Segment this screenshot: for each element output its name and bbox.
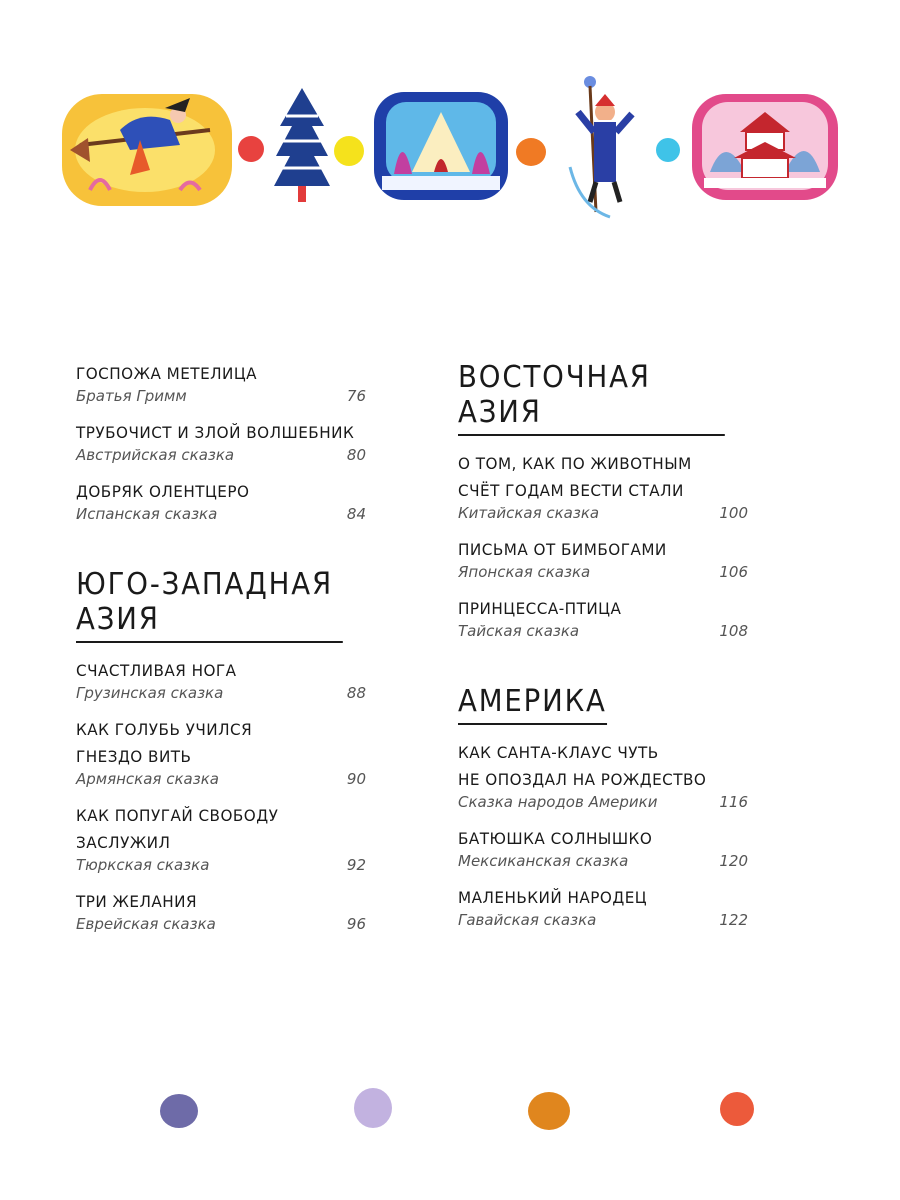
toc-entry[interactable] bbox=[76, 657, 366, 702]
entry-source: Тайская сказка bbox=[458, 622, 580, 640]
entry-title-line-2: НЕ ОПОЗДАЛ НА РОЖДЕСТВО bbox=[458, 770, 707, 789]
entry-title: ТРУБОЧИСТ И ЗЛОЙ ВОЛШЕБНИК bbox=[76, 423, 355, 442]
toc-entry[interactable] bbox=[76, 478, 366, 523]
entry-title: КАК ГОЛУБЬ УЧИЛСЯ bbox=[76, 720, 253, 739]
section-title-southwest-asia: ЮГО-ЗАПАДНАЯ АЗИЯ bbox=[76, 567, 343, 643]
toc-entry[interactable] bbox=[76, 716, 366, 788]
entry-title: СЧАСТЛИВАЯ НОГА bbox=[76, 661, 237, 680]
entry-title: ПИСЬМА ОТ БИМБОГАМИ bbox=[458, 540, 667, 559]
entry-page: 92 bbox=[346, 856, 366, 874]
entry-source: Тюркская сказка bbox=[76, 856, 210, 874]
entry-page: 80 bbox=[346, 446, 366, 464]
yellow-dot bbox=[334, 136, 364, 166]
bottom-dot-orange bbox=[528, 1092, 570, 1130]
entry-source: Австрийская сказка bbox=[76, 446, 235, 464]
entry-title-line-2: ЗАСЛУЖИЛ bbox=[76, 833, 171, 852]
entry-source: Еврейская сказка bbox=[76, 915, 216, 933]
entry-page: 84 bbox=[346, 505, 366, 523]
entry-source: Японская сказка bbox=[458, 563, 591, 581]
entry-title: ПРИНЦЕССА-ПТИЦА bbox=[458, 599, 622, 618]
toc-entry[interactable] bbox=[76, 802, 366, 874]
toc-entry[interactable] bbox=[76, 419, 366, 464]
pagoda-winter-illustration bbox=[690, 92, 840, 202]
entry-page: 120 bbox=[719, 852, 748, 870]
entry-page: 108 bbox=[719, 622, 748, 640]
entry-title: КАК САНТА-КЛАУС ЧУТЬ bbox=[458, 743, 659, 762]
entry-page: 116 bbox=[719, 793, 748, 811]
entry-title: ГОСПОЖА МЕТЕЛИЦА bbox=[76, 364, 258, 383]
orange-dot bbox=[516, 138, 546, 166]
entry-source: Армянская сказка bbox=[76, 770, 219, 788]
entry-page: 96 bbox=[346, 915, 366, 933]
entry-page: 106 bbox=[719, 563, 748, 581]
blue-dot bbox=[656, 138, 680, 162]
bottom-dot-purple bbox=[160, 1094, 198, 1128]
entry-source: Китайская сказка bbox=[458, 504, 600, 522]
entry-page: 88 bbox=[346, 684, 366, 702]
entry-source: Грузинская сказка bbox=[76, 684, 224, 702]
entry-page: 100 bbox=[719, 504, 748, 522]
witch-broom-illustration bbox=[60, 90, 235, 210]
entry-page: 122 bbox=[719, 911, 748, 929]
entry-title-line-2: СЧЁТ ГОДАМ ВЕСТИ СТАЛИ bbox=[458, 481, 684, 500]
entry-source: Испанская сказка bbox=[76, 505, 218, 523]
entry-source: Гавайская сказка bbox=[458, 911, 597, 929]
entry-source: Братья Гримм bbox=[76, 387, 187, 405]
snowy-fir-illustration bbox=[272, 86, 332, 206]
entry-title: ТРИ ЖЕЛАНИЯ bbox=[76, 892, 198, 911]
entry-page: 76 bbox=[346, 387, 366, 405]
entry-source: Сказка народов Америки bbox=[458, 793, 658, 811]
entry-title: О ТОМ, КАК ПО ЖИВОТНЫМ bbox=[458, 454, 692, 473]
entry-title: БАТЮШКА СОЛНЫШКО bbox=[458, 829, 653, 848]
left-toc-column bbox=[76, 360, 366, 947]
bottom-dot-red bbox=[720, 1092, 754, 1126]
top-entries bbox=[76, 360, 366, 523]
toc-entry[interactable] bbox=[76, 360, 366, 405]
entry-title: МАЛЕНЬКИЙ НАРОДЕЦ bbox=[458, 888, 648, 907]
toc-entry[interactable] bbox=[458, 884, 748, 929]
toc-entry[interactable] bbox=[458, 595, 748, 640]
toc-entry[interactable] bbox=[458, 536, 748, 581]
entry-source: Мексиканская сказка bbox=[458, 852, 629, 870]
red-dot bbox=[238, 136, 264, 162]
entry-page: 90 bbox=[346, 770, 366, 788]
entry-title: КАК ПОПУГАЙ СВОБОДУ bbox=[76, 806, 279, 825]
toc-entry[interactable] bbox=[458, 739, 748, 811]
section-title-america: АМЕРИКА bbox=[458, 684, 607, 725]
yurt-night-illustration bbox=[372, 90, 510, 202]
entry-title: ДОБРЯК ОЛЕНТЦЕРО bbox=[76, 482, 250, 501]
toc-entry[interactable] bbox=[458, 825, 748, 870]
bottom-dot-lilac bbox=[354, 1088, 392, 1128]
wizard-staff-illustration bbox=[560, 72, 650, 222]
toc-entry[interactable] bbox=[458, 450, 748, 522]
toc-entry[interactable] bbox=[76, 888, 366, 933]
entry-title-line-2: ГНЕЗДО ВИТЬ bbox=[76, 747, 192, 766]
right-toc-column bbox=[458, 360, 748, 943]
section-title-east-asia: ВОСТОЧНАЯ АЗИЯ bbox=[458, 360, 725, 436]
